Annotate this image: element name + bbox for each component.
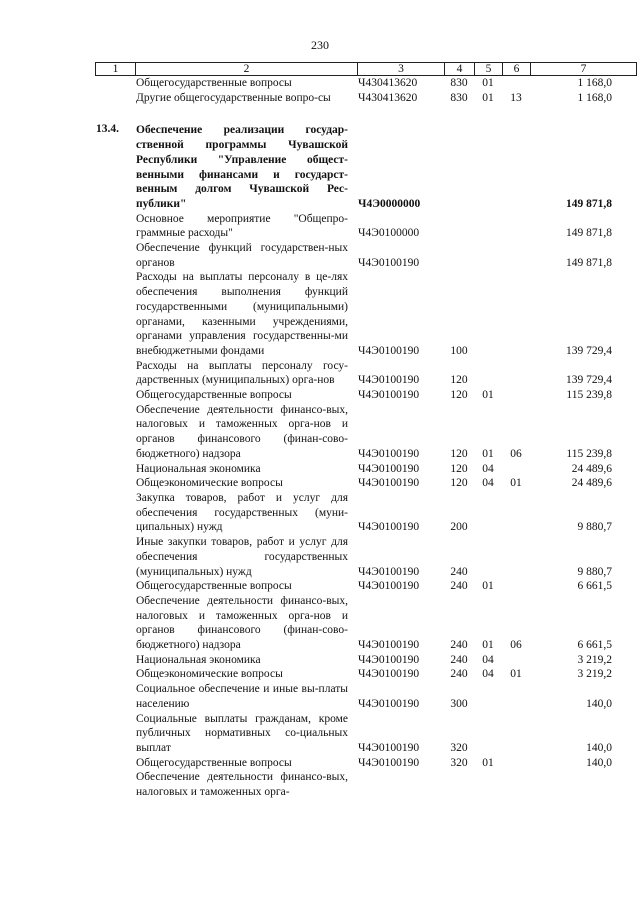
row-amount: 149 871,8 [566, 256, 612, 269]
table-row [0, 682, 640, 711]
row-amount: 115 239,8 [566, 447, 612, 460]
row-section: 04 [482, 668, 494, 681]
row-name: Обеспечение деятельности финансо-вых, налоговых и таможенных орга-нов и органов финансового (финан-сово-бюджетного) надзора [136, 403, 348, 460]
row-section: 04 [482, 653, 494, 666]
row-amount: 149 871,8 [566, 197, 612, 210]
row-target-code: Ч430413620 [358, 91, 418, 104]
row-expense-type: 240 [450, 565, 468, 578]
row-section: 01 [482, 639, 494, 652]
table-row [0, 123, 640, 211]
row-target-code: Ч4Э0000000 [358, 197, 421, 210]
row-amount: 24 489,6 [571, 462, 612, 475]
row-amount: 3 219,2 [577, 668, 612, 681]
row-name: Общегосударственные вопросы [136, 756, 292, 769]
row-amount: 9 880,7 [577, 565, 612, 578]
row-amount: 139 729,4 [566, 344, 612, 357]
table-row [0, 579, 640, 594]
table-row [0, 756, 640, 771]
row-name: Социальное обеспечение и иные вы-платы населению [136, 683, 348, 710]
row-name: Общеэкономические вопросы [136, 477, 283, 490]
table-row [0, 653, 640, 668]
table-row [0, 212, 640, 241]
row-expense-type: 120 [450, 447, 468, 460]
row-amount: 6 661,5 [577, 580, 612, 593]
table-row [0, 76, 640, 91]
table-row [0, 667, 640, 682]
table-row [0, 476, 640, 491]
row-target-code: Ч4Э0100000 [358, 227, 420, 240]
row-amount: 149 871,8 [566, 227, 612, 240]
row-name: Обеспечение функций государствен-ных органов [136, 242, 348, 269]
table-row [0, 403, 640, 462]
table-row [0, 359, 640, 388]
table-row [0, 270, 640, 358]
table-row [0, 770, 640, 799]
row-expense-type: 120 [450, 477, 468, 490]
row-amount: 139 729,4 [566, 374, 612, 387]
row-amount: 3 219,2 [577, 653, 612, 666]
row-name: Социальные выплаты гражданам, кроме публичных нормативных со-циальных выплат [136, 712, 348, 754]
row-subsection: 06 [510, 447, 522, 460]
table-row [0, 241, 640, 270]
row-subsection: 01 [510, 668, 522, 681]
row-amount: 1 168,0 [577, 77, 612, 89]
row-expense-type: 300 [450, 697, 468, 710]
row-target-code: Ч4Э0100190 [358, 565, 420, 578]
row-expense-type: 240 [450, 639, 468, 652]
row-name: Расходы на выплаты персоналу в це-лях обеспечения выполнения функций государственными (муниципальными) органами, казенными учреждениями, органами управления государственны-ми внебюджетными фондами [136, 271, 348, 357]
row-target-code: Ч4Э0100190 [358, 447, 420, 460]
row-target-code: Ч4Э0100190 [358, 374, 420, 387]
column-header-row [96, 63, 637, 76]
row-section: 01 [482, 756, 494, 769]
row-name: Расходы на выплаты персоналу госу-дарственных (муниципальных) орга-нов [136, 359, 348, 387]
row-subsection: 01 [510, 477, 522, 490]
section-spacer [0, 105, 640, 123]
row-target-code: Ч4Э0100190 [358, 462, 420, 475]
row-name: Другие общегосударственные вопро-сы [136, 91, 331, 104]
row-name: Обеспечение реализации государ-ственной программы Чувашской Республики "Управление общест-венными финансами и государст-венным долгом Чувашской Рес-публики" [136, 124, 348, 210]
row-target-code: Ч4Э0100190 [358, 344, 420, 357]
row-target-code: Ч4Э0100190 [358, 477, 420, 490]
row-section: 01 [482, 77, 494, 89]
row-section: 01 [482, 91, 494, 104]
row-section: 04 [482, 462, 494, 475]
row-name: Закупка товаров, работ и услуг для обеспечения государственных (муни-ципальных) нужд [136, 491, 348, 534]
row-amount: 140,0 [586, 756, 612, 769]
row-amount: 140,0 [586, 741, 612, 754]
table-row [0, 712, 640, 756]
col-header-2: 2 [136, 63, 358, 76]
table-row [0, 594, 640, 653]
row-amount: 6 661,5 [577, 639, 612, 652]
col-header-4: 4 [445, 63, 475, 76]
row-expense-type: 830 [450, 91, 468, 104]
col-header-3: 3 [358, 63, 445, 76]
row-expense-type: 240 [450, 580, 468, 593]
row-expense-type: 320 [450, 741, 468, 754]
row-expense-type: 120 [450, 462, 468, 475]
row-expense-type: 200 [450, 521, 468, 534]
row-subsection: 06 [510, 639, 522, 652]
table-row [0, 462, 640, 477]
row-expense-type: 240 [450, 653, 468, 666]
page-number: 230 [311, 38, 329, 52]
row-section: 01 [482, 389, 494, 402]
row-target-code: Ч4Э0100190 [358, 756, 420, 769]
row-section: 01 [482, 447, 494, 460]
row-amount: 115 239,8 [566, 389, 612, 402]
row-target-code: Ч4Э0100190 [358, 521, 420, 534]
col-header-5: 5 [475, 63, 503, 76]
col-header-7: 7 [531, 63, 637, 76]
row-target-code: Ч4Э0100190 [358, 697, 420, 710]
budget-table-body [0, 76, 640, 800]
row-target-code: Ч430413620 [358, 77, 418, 89]
col-header-1: 1 [96, 63, 136, 76]
row-number: 13.4. [96, 123, 119, 136]
row-expense-type: 120 [450, 389, 468, 402]
table-row [0, 91, 640, 106]
row-section: 01 [482, 580, 494, 593]
row-target-code: Ч4Э0100190 [358, 580, 420, 593]
row-name: Обеспечение деятельности финансо-вых, налоговых и таможенных орга-нов и органов финансового (финан-сово-бюджетного) надзора [136, 594, 348, 652]
row-name: Общегосударственные вопросы [136, 580, 292, 593]
row-name: Обеспечение деятельности финансо-вых, налоговых и таможенных орга- [136, 771, 348, 799]
table-row [0, 535, 640, 579]
row-expense-type: 100 [450, 344, 468, 357]
col-header-6: 6 [503, 63, 531, 76]
row-target-code: Ч4Э0100190 [358, 741, 420, 754]
row-amount: 1 168,0 [577, 91, 612, 104]
row-name: Иные закупки товаров, работ и услуг для обеспечения государственных (муниципальных) нужд [136, 536, 348, 578]
row-amount: 24 489,6 [571, 477, 612, 490]
row-amount: 9 880,7 [577, 521, 612, 534]
row-name: Национальная экономика [136, 462, 261, 475]
row-amount: 140,0 [586, 697, 612, 710]
table-row [0, 388, 640, 403]
row-name: Национальная экономика [136, 653, 261, 666]
row-expense-type: 120 [450, 374, 468, 387]
row-name: Общеэкономические вопросы [136, 668, 283, 681]
row-expense-type: 830 [450, 77, 468, 89]
row-name: Основное мероприятие "Общепро-граммные расходы" [136, 212, 348, 240]
row-target-code: Ч4Э0100190 [358, 639, 420, 652]
row-subsection: 13 [510, 91, 522, 104]
row-name: Общегосударственные вопросы [136, 77, 292, 89]
row-target-code: Ч4Э0100190 [358, 668, 420, 681]
row-target-code: Ч4Э0100190 [358, 389, 420, 402]
row-expense-type: 320 [450, 756, 468, 769]
column-header-table [95, 62, 637, 76]
row-expense-type: 240 [450, 668, 468, 681]
table-row [0, 491, 640, 535]
row-target-code: Ч4Э0100190 [358, 653, 420, 666]
row-name: Общегосударственные вопросы [136, 389, 292, 402]
row-section: 04 [482, 477, 494, 490]
row-target-code: Ч4Э0100190 [358, 256, 420, 269]
